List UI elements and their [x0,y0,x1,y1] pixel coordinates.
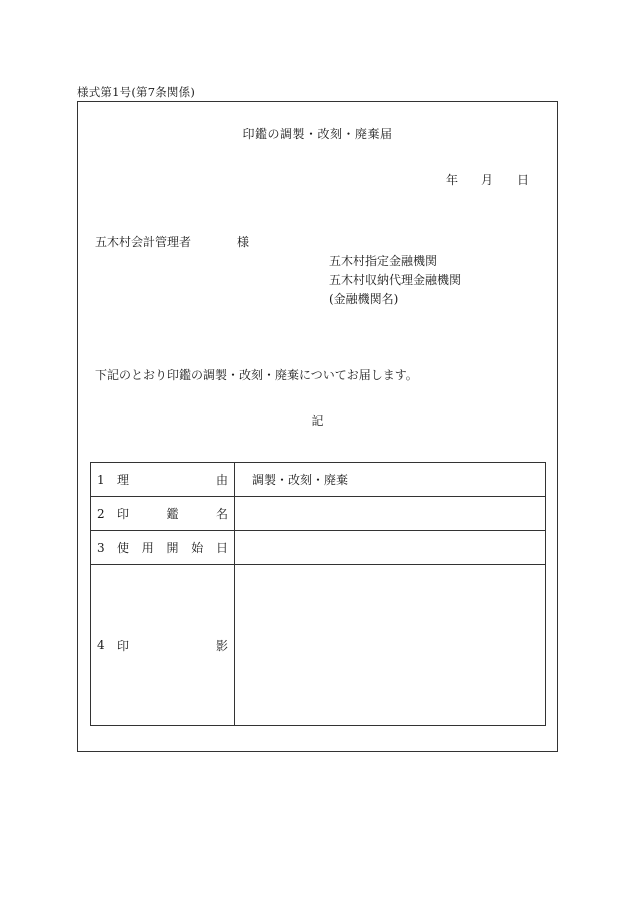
row-label-start-date [91,531,235,565]
date-day-label: 日 [517,173,530,187]
form-number-label: 様式第1号(第7条関係) [77,85,196,99]
start-date-value[interactable] [235,531,546,565]
row-number: 2 [97,506,105,521]
label-char: 印 [117,507,130,521]
bank-designated: 五木村指定金融機関 [329,254,438,268]
table-row [91,565,546,726]
label-char: 日 [215,541,228,555]
label-char: 始 [191,541,204,555]
date-year-label: 年 [446,173,459,187]
label-char: 印 [117,638,130,653]
row-number: 3 [97,540,105,555]
document-title: 印鑑の調製・改刻・廃棄届 [242,127,393,141]
seal-impression-area[interactable] [235,565,546,726]
label-char: 鑑 [166,507,179,521]
honorific: 様 [237,235,250,249]
bank-name-placeholder: (金融機関名) [329,292,399,306]
row-label-reason [91,463,235,497]
label-char: 名 [215,507,228,521]
row-label-seal-impression [91,565,235,726]
seal-name-value[interactable] [235,497,546,531]
form-frame [77,101,558,752]
items-table [90,462,546,726]
label-char: 理 [117,473,130,487]
statement-text: 下記のとおり印鑑の調製・改刻・廃棄についてお届します。 [95,368,418,382]
label-char: 由 [215,473,228,487]
label-char: 使 [117,541,130,555]
table-row [91,497,546,531]
addressee: 五木村会計管理者 [95,235,192,249]
ki-heading: 記 [311,414,324,428]
table-row [91,531,546,565]
table-row [91,463,546,497]
label-char: 影 [215,638,228,653]
row-number: 1 [97,472,105,487]
label-char: 開 [166,541,179,555]
label-char: 用 [141,541,154,555]
date-month-label: 月 [481,173,494,187]
bank-collection-agent: 五木村収納代理金融機関 [329,273,462,287]
reason-value[interactable]: 調製・改刻・廃棄 [235,463,546,497]
row-number: 4 [97,638,105,652]
row-label-seal-name [91,497,235,531]
